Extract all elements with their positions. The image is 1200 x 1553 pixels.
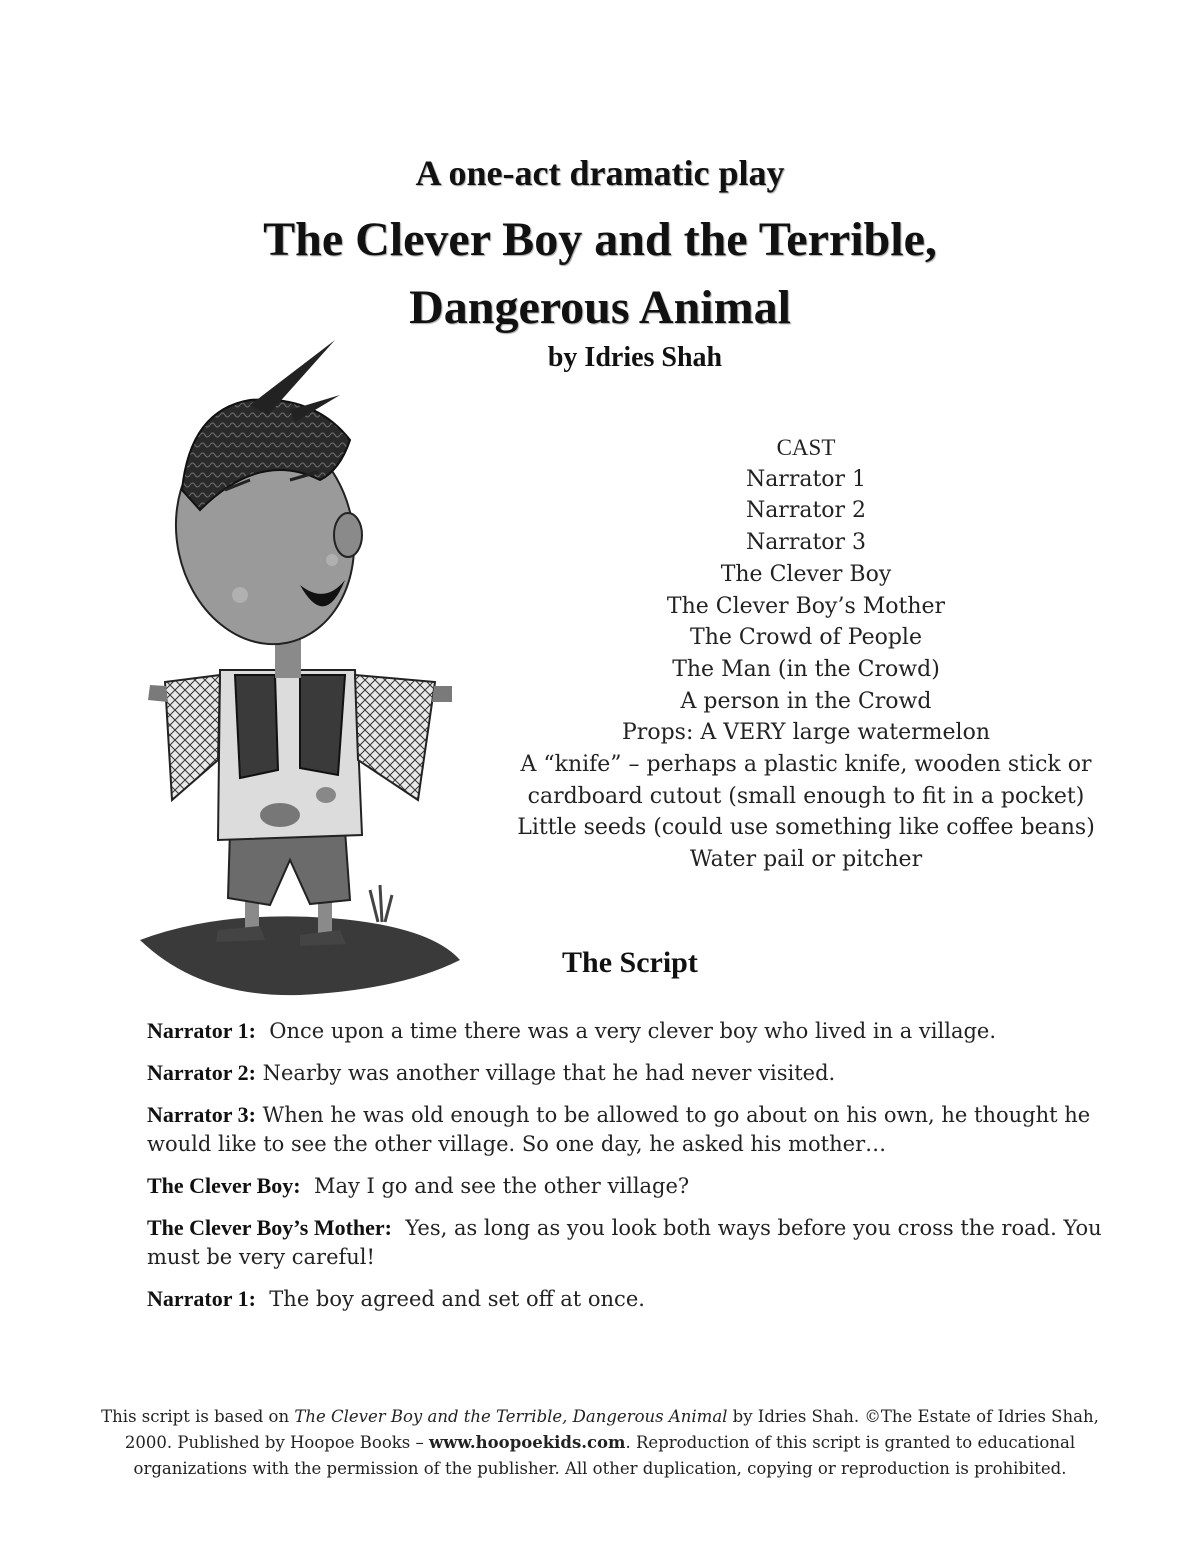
script-heading: The Script: [562, 946, 698, 979]
speaker-name: Narrator 3:: [147, 1102, 256, 1127]
clever-boy-illustration: [100, 330, 560, 1010]
play-subtitle: A one-act dramatic play: [415, 153, 785, 193]
cast-item: The Clever Boy: [720, 561, 892, 587]
dialogue-line: [147, 1213, 1137, 1272]
cast-item: The Crowd of People: [690, 625, 922, 651]
cast-item: Narrator 3: [745, 530, 867, 556]
speaker-name: The Clever Boy:: [147, 1173, 301, 1198]
script-dialogue: [147, 1016, 1137, 1326]
author-byline: by Idries Shah: [547, 342, 723, 373]
cast-list: [500, 432, 1112, 876]
dialogue-text: Nearby was another village that he had never visited.: [262, 1061, 836, 1085]
play-title-line-1: The Clever Boy and the Terrible,: [263, 213, 937, 266]
cast-item: cardboard cutout (small enough to fit in a pocket): [527, 783, 1085, 809]
speaker-name: Narrator 1:: [147, 1286, 256, 1311]
cast-item: Water pail or pitcher: [689, 847, 923, 873]
cast-item: A person in the Crowd: [680, 688, 932, 714]
play-title-line-2: Dangerous Animal: [409, 281, 791, 334]
dialogue-text: The boy agreed and set off at once.: [269, 1287, 645, 1311]
speaker-name: Narrator 2:: [147, 1060, 256, 1085]
dialogue-line: [147, 1284, 1137, 1314]
cast-item: A “knife” – perhaps a plastic knife, wooden stick or: [520, 752, 1092, 778]
dialogue-text: May I go and see the other village?: [313, 1174, 690, 1198]
cast-item: Narrator 1: [745, 466, 867, 492]
cast-item: The Clever Boy’s Mother: [666, 593, 946, 619]
dialogue-text: Yes, as long as you look both ways before you cross the road. You must be very careful!: [147, 1216, 1102, 1269]
dialogue-text: Once upon a time there was a very clever boy who lived in a village.: [269, 1019, 997, 1043]
footer-text: . Reproduction of this script is granted to educational organizations with the permission of the publisher. All other duplication, copying or reproduction is prohibited.: [133, 1433, 1076, 1478]
cast-item: The Man (in the Crowd): [672, 656, 940, 682]
speaker-name: The Clever Boy’s Mother:: [147, 1215, 392, 1240]
cast-heading: CAST: [776, 435, 836, 460]
footer-text: by Idries Shah. ©The Estate of Idries Shah, 2000. Published by Hoopoe Books –: [124, 1407, 1099, 1452]
footer-book-title: The Clever Boy and the Terrible, Dangerous Animal: [294, 1407, 728, 1426]
dialogue-line: [147, 1171, 1137, 1201]
dialogue-line: [147, 1100, 1137, 1159]
dialogue-line: [147, 1016, 1137, 1046]
cast-item: Props: A VERY large watermelon: [622, 720, 990, 746]
publisher-link[interactable]: www.hoopoekids.com: [428, 1433, 626, 1452]
dialogue-line: [147, 1058, 1137, 1088]
copyright-footer: [90, 1404, 1110, 1482]
cast-item: Little seeds (could use something like coffee beans): [517, 815, 1095, 841]
cast-item: Narrator 2: [745, 498, 867, 524]
footer-text: This script is based on: [101, 1407, 295, 1426]
dialogue-text: When he was old enough to be allowed to go about on his own, he thought he would like to see the other village. So one day, he asked his mother…: [147, 1103, 1091, 1156]
speaker-name: Narrator 1:: [147, 1018, 256, 1043]
